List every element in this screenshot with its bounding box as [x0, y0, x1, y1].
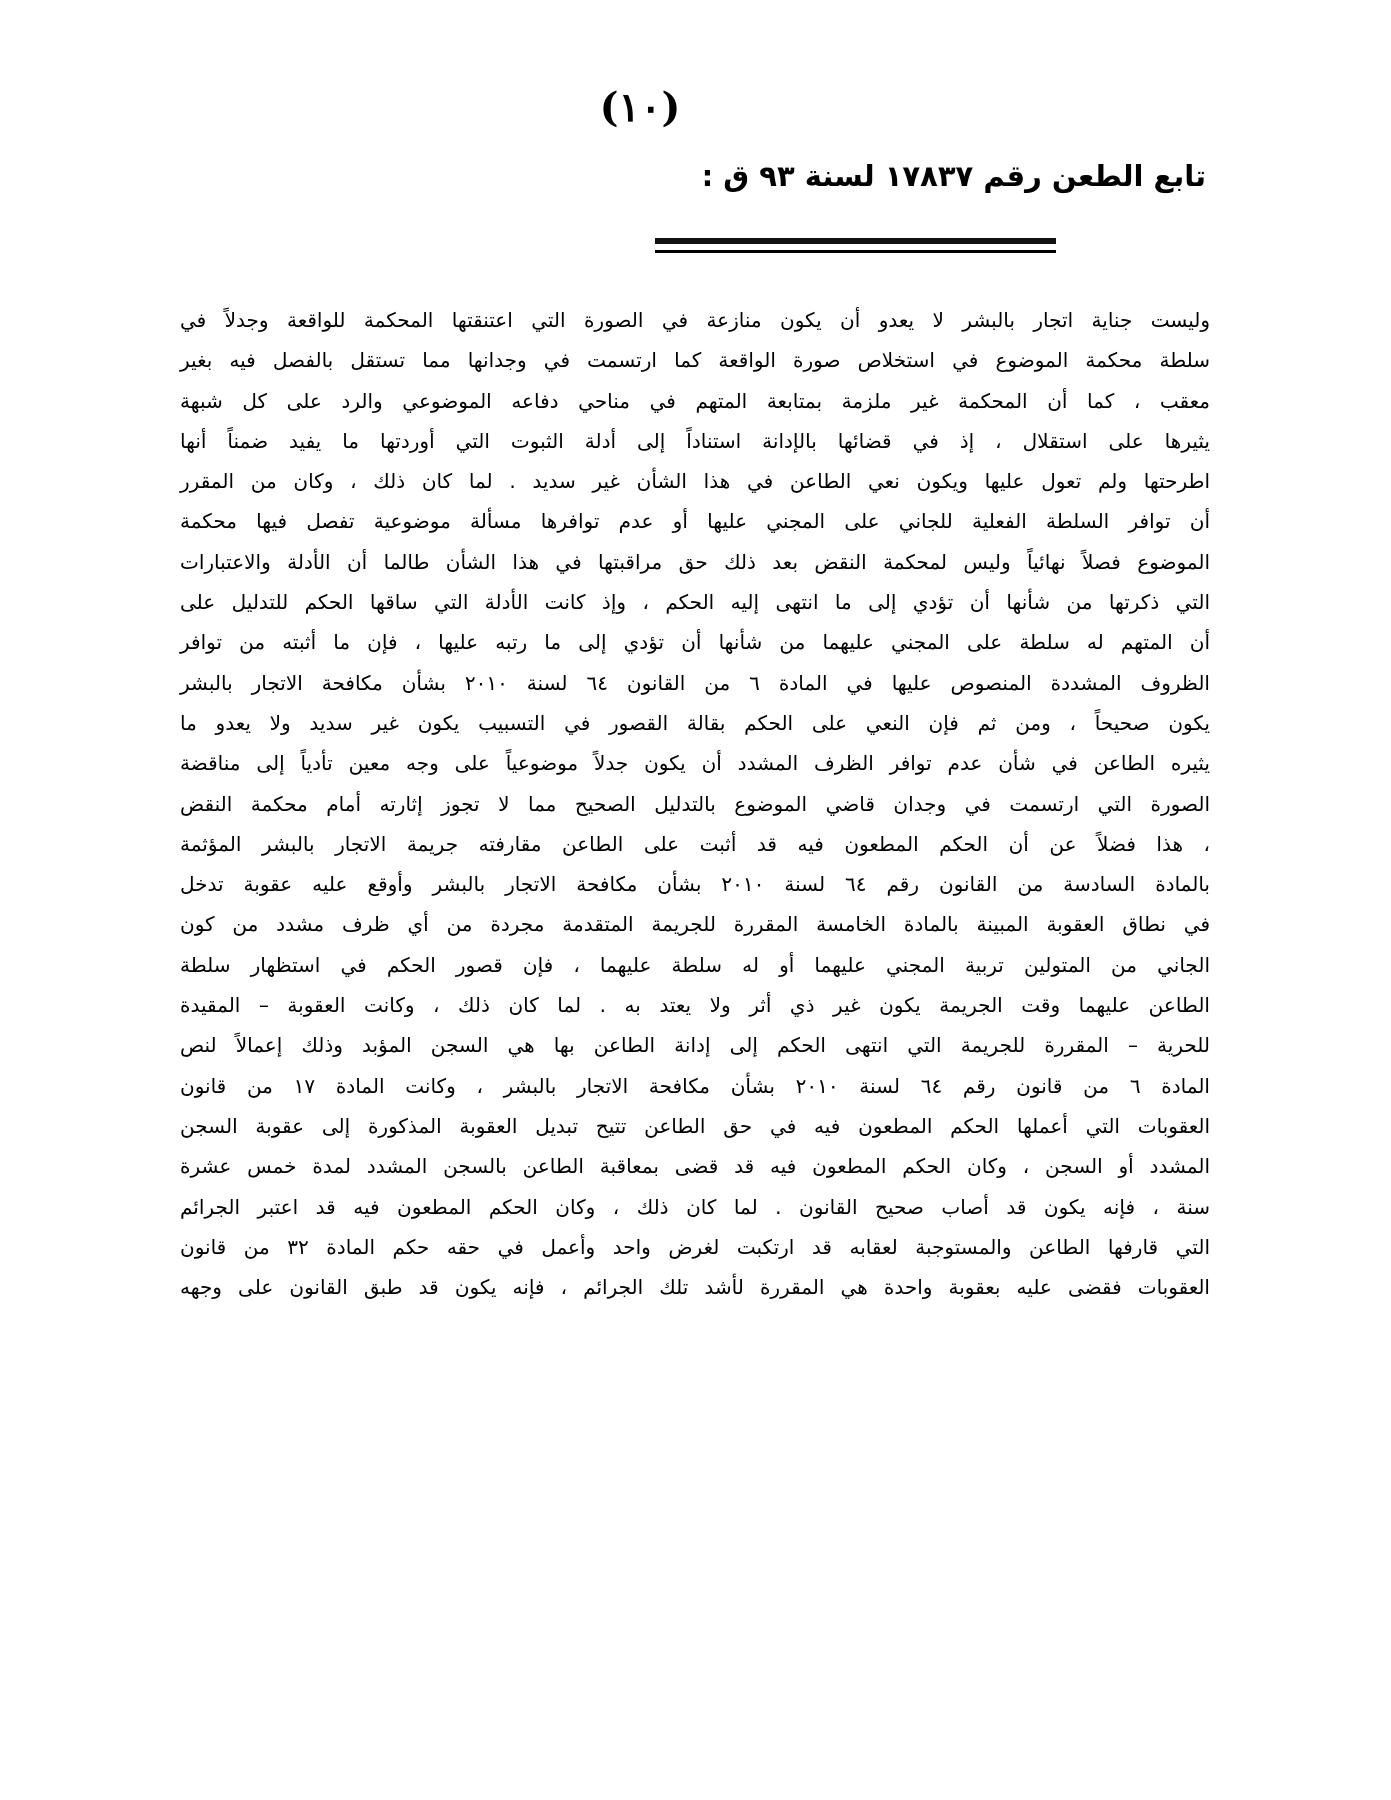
body-line: بالمادة السادسة من القانون رقم ٦٤ لسنة ٢٠١٠ بشأن مكافحة الاتجار بالبشر وأوقع عليه عقوبة تدخل	[180, 872, 1210, 897]
body-line: سلطة محكمة الموضوع في استخلاص صورة الواقعة كما ارتسمت في وجدانها مما تستقل بالفصل فيه بغير	[180, 348, 1210, 373]
body-line: للحرية – المقررة للجريمة التي انتهى الحكم إلى إدانة الطاعن بها هي السجن المؤبد وذلك إعمالاً لنص	[180, 1033, 1210, 1058]
body-line: سنة ، فإنه يكون قد أصاب صحيح القانون . لما كان ذلك ، وكان الحكم المطعون فيه قد اعتبر الجرائم	[180, 1194, 1210, 1219]
body-line: معقب ، كما أن المحكمة غير ملزمة بمتابعة المتهم في مناحي دفاعه الموضوعي والرد على كل شبهة	[180, 388, 1210, 413]
body-line: التي ذكرتها من شأنها أن تؤدي إلى ما انتهى إليه الحكم ، وإذ كانت الأدلة التي ساقها الحكم للتدليل على	[180, 590, 1210, 615]
body-line: المشدد أو السجن ، وكان الحكم المطعون فيه قد قضى بمعاقبة الطاعن بالسجن المشدد لمدة خمس عشرة	[180, 1154, 1210, 1179]
judgment-body	[180, 300, 1210, 1307]
body-line: التي قارفها الطاعن والمستوجبة لعقابه قد ارتكبت لغرض واحد وأعمل في حقه حكم المادة ٣٢ من قانون	[180, 1234, 1210, 1259]
body-line: يثيره الطاعن في شأن عدم توافر الظرف المشدد أن يكون جدلاً موضوعياً على وجه معين تأدياً إلى مناقضة	[180, 751, 1210, 776]
body-line: في نطاق العقوبة المبينة بالمادة الخامسة المقررة للجريمة المتقدمة مجردة من أي ظرف مشدد من كون	[180, 912, 1210, 937]
case-title: تابع الطعن رقم ١٧٨٣٧ لسنة ٩٣ ق :	[701, 159, 1206, 193]
body-line: الظروف المشددة المنصوص عليها في المادة ٦ من القانون ٦٤ لسنة ٢٠١٠ بشأن مكافحة الاتجار بالبشر	[180, 670, 1210, 695]
body-line: الجاني من المتولين تربية المجني عليهما أو له سلطة عليهما ، فإن قصور الحكم في استظهار سلطة	[180, 952, 1210, 977]
body-line: وليست جناية اتجار بالبشر لا يعدو أن يكون منازعة في الصورة التي اعتنقتها المحكمة للواقعة وجدلاً في	[180, 308, 1210, 332]
body-line: العقوبات فقضى عليه بعقوبة واحدة هي المقررة لأشد تلك الجرائم ، فإنه يكون قد طبق القانون على وجهه	[180, 1275, 1210, 1300]
header-rule-thick	[655, 238, 1056, 244]
body-line: أن توافر السلطة الفعلية للجاني على المجني عليها أو عدم توافرها مسألة موضوعية تفصل فيها محكمة	[180, 509, 1210, 534]
body-line: المادة ٦ من قانون رقم ٦٤ لسنة ٢٠١٠ بشأن مكافحة الاتجار بالبشر ، وكانت المادة ١٧ من قانون	[180, 1073, 1210, 1098]
body-line: الصورة التي ارتسمت في وجدان قاضي الموضوع بالتدليل الصحيح مما لا تجوز إثارته أمام محكمة النقض	[180, 791, 1210, 816]
body-line: يكون صحيحاً ، ومن ثم فإن النعي على الحكم بقالة القصور في التسبيب يكون غير سديد ولا يعدو ما	[180, 710, 1210, 735]
body-line: يثيرها على استقلال ، إذ في قضائها بالإدانة استناداً إلى أدلة الثبوت التي أوردتها ما يفيد ضمناً أنها	[180, 428, 1210, 453]
body-line: العقوبات التي أعملها الحكم المطعون فيه في حق الطاعن تتيح تبديل العقوبة المذكورة إلى عقوبة السجن	[180, 1113, 1210, 1138]
header-rule-thin	[655, 250, 1056, 253]
body-line: أن المتهم له سلطة على المجني عليهما من شأنها أن تؤدي إلى ما رتبه عليها ، فإن ما أثبته من توافر	[180, 630, 1210, 655]
body-line: الطاعن عليهما وقت الجريمة يكون غير ذي أثر ولا يعتد به . لما كان ذلك ، وكانت العقوبة – المقيدة	[180, 993, 1210, 1018]
body-line: ، هذا فضلاً عن أن الحكم المطعون فيه قد أثبت على الطاعن مقارفته جريمة الاتجار بالبشر المؤثمة	[180, 831, 1210, 856]
body-line: الموضوع فصلاً نهائياً وليس لمحكمة النقض بعد ذلك حق مراقبتها في هذا الشأن طالما أن الأدلة والاعتبارات	[180, 549, 1210, 574]
page-number: (١٠)	[599, 84, 681, 131]
body-line: اطرحتها ولم تعول عليها ويكون نعي الطاعن في هذا الشأن غير سديد . لما كان ذلك ، وكان من المقرر	[180, 469, 1210, 494]
